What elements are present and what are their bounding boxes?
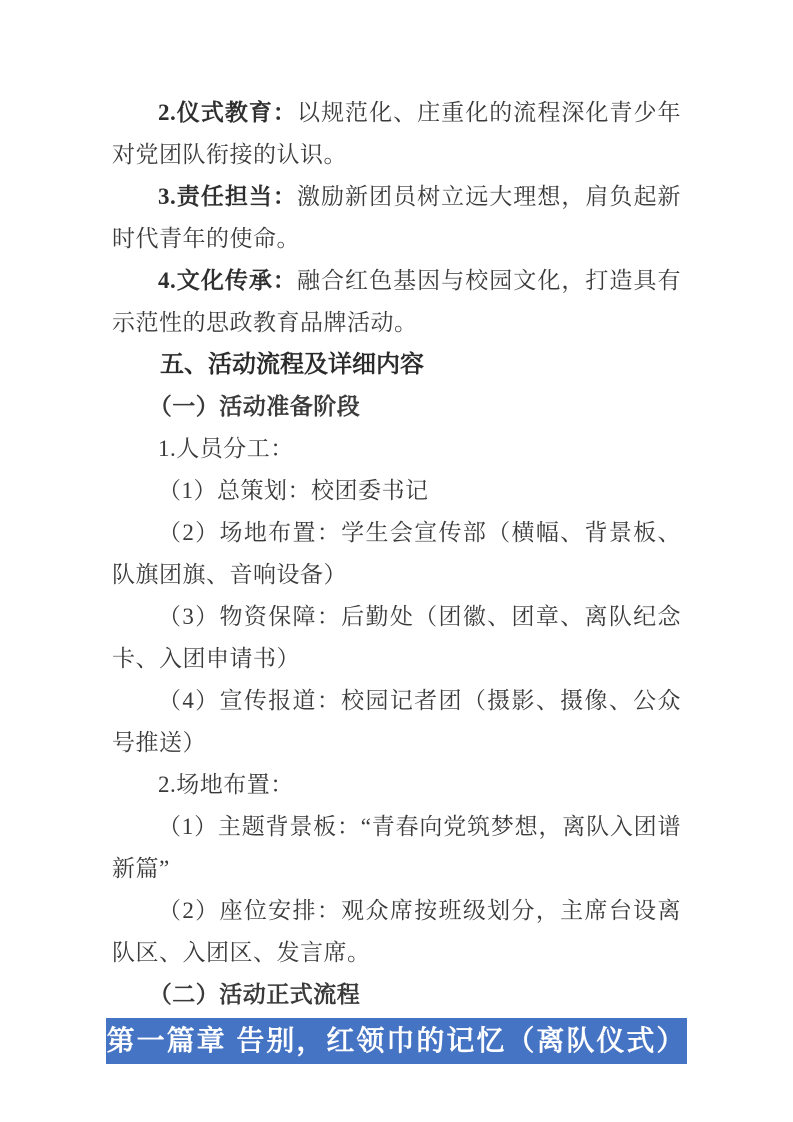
paragraph-lead: 3.责任担当： xyxy=(158,184,297,209)
subsection-preparation: （一）活动准备阶段 xyxy=(148,394,361,419)
section-heading: 五、活动流程及详细内容 xyxy=(160,351,424,378)
item-chief-planner: （1）总策划：校团委书记 xyxy=(158,478,429,503)
item-site-arrangement: 2.场地布置： xyxy=(158,772,294,797)
paragraph-ceremony-education xyxy=(112,92,681,176)
subsection-formal-process: （二）活动正式流程 xyxy=(148,982,361,1007)
item-theme-backdrop: （1）主题背景板：“青春向党筑梦想，离队入团谱新篇” xyxy=(112,814,681,881)
chapter-banner xyxy=(106,1018,687,1064)
paragraph-lead: 4.文化传承： xyxy=(158,268,297,293)
paragraph-text: 激励新团员树立远大理想，肩负起新时代青年的使命。 xyxy=(112,184,682,251)
paragraph-culture-heritage xyxy=(112,260,681,344)
item-publicity: （4）宣传报道：校园记者团（摄影、摄像、公众号推送） xyxy=(112,688,681,755)
paragraph-responsibility xyxy=(112,176,681,260)
paragraph-text: 以规范化、庄重化的流程深化青少年对党团队衔接的认识。 xyxy=(112,100,682,167)
item-venue-setup: （2）场地布置：学生会宣传部（横幅、背景板、队旗团旗、音响设备） xyxy=(112,520,681,587)
chapter-banner-text: 第一篇章 告别，红领巾的记忆（离队仪式） xyxy=(106,1025,687,1056)
item-supplies: （3）物资保障：后勤处（团徽、团章、离队纪念卡、入团申请书） xyxy=(112,604,681,671)
item-personnel: 1.人员分工： xyxy=(158,436,294,461)
item-seating: （2）座位安排：观众席按班级划分，主席台设离队区、入团区、发言席。 xyxy=(112,898,681,965)
paragraph-text: 融合红色基因与校园文化，打造具有示范性的思政教育品牌活动。 xyxy=(112,268,682,335)
paragraph-lead: 2.仪式教育： xyxy=(158,100,297,125)
